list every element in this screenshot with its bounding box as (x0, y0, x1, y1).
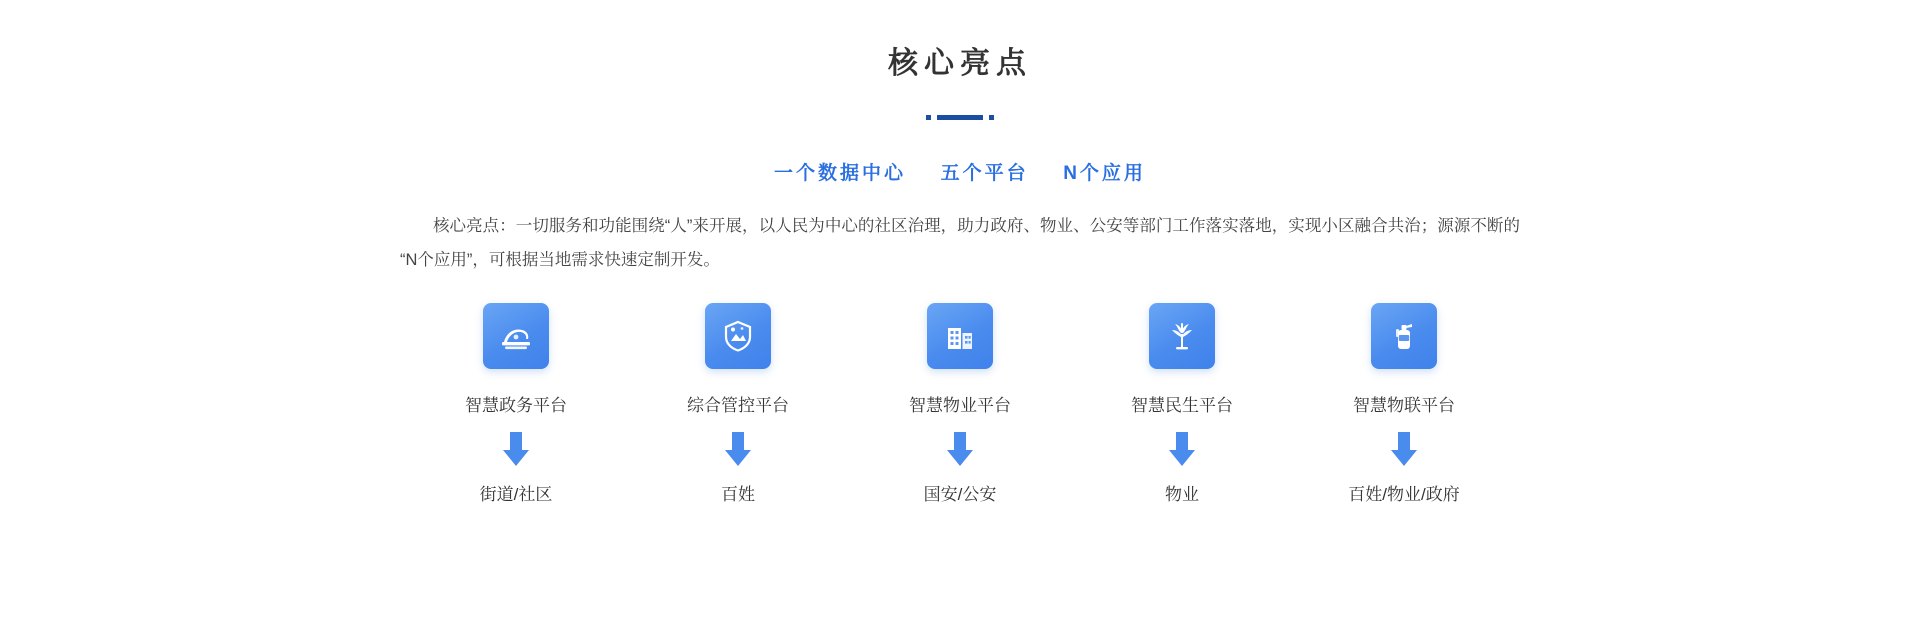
platform-card[interactable] (1117, 303, 1247, 416)
target-label: 国安/公安 (923, 485, 997, 504)
arrow-cell (1339, 432, 1469, 466)
down-arrow-icon (503, 432, 529, 466)
target-list (0, 480, 1920, 505)
arrow-row (0, 432, 1920, 466)
down-arrow-icon (725, 432, 751, 466)
description-text: 核心亮点：一切服务和功能围绕“人”来开展，以人民为中心的社区治理，助力政府、物业、公安等部门工作落实落地，实现小区融合共治；源源不断的“N个应用”，可根据当地需求快速定制开发。 (400, 217, 1520, 269)
platform-label: 智慧政务平台 (465, 396, 567, 415)
target-label: 百姓/物业/政府 (1348, 485, 1460, 504)
platform-card[interactable] (895, 303, 1025, 416)
arrow-cell (451, 432, 581, 466)
platform-card[interactable] (451, 303, 581, 416)
platform-card[interactable] (1339, 303, 1469, 416)
platform-label: 智慧民生平台 (1131, 396, 1233, 415)
arrow-cell (673, 432, 803, 466)
arrow-cell (1117, 432, 1247, 466)
target-label: 物业 (1165, 485, 1199, 504)
subtitle-part-3: N个应用 (1063, 163, 1146, 184)
target-label: 百姓 (721, 485, 755, 504)
platform-label: 综合管控平台 (687, 396, 789, 415)
platform-card[interactable] (673, 303, 803, 416)
government-building-icon (483, 303, 549, 369)
platform-label: 智慧物业平台 (909, 396, 1011, 415)
down-arrow-icon (1169, 432, 1195, 466)
divider-dot-right (989, 115, 994, 120)
page-title: 核心亮点 (888, 47, 1032, 80)
people-tree-icon (1149, 303, 1215, 369)
divider-dot-left (926, 115, 931, 120)
down-arrow-icon (1391, 432, 1417, 466)
fire-extinguisher-icon (1371, 303, 1437, 369)
arrow-cell (895, 432, 1025, 466)
platform-label: 智慧物联平台 (1353, 396, 1455, 415)
divider-bar (937, 115, 983, 120)
title-divider (0, 114, 1920, 120)
target-label: 街道/社区 (479, 485, 553, 504)
subtitle-part-2: 五个平台 (940, 163, 1029, 184)
landscape-control-icon (705, 303, 771, 369)
down-arrow-icon (947, 432, 973, 466)
platform-card-list (0, 303, 1920, 416)
property-building-icon (927, 303, 993, 369)
subtitle (0, 158, 1920, 185)
subtitle-part-1: 一个数据中心 (774, 163, 907, 184)
